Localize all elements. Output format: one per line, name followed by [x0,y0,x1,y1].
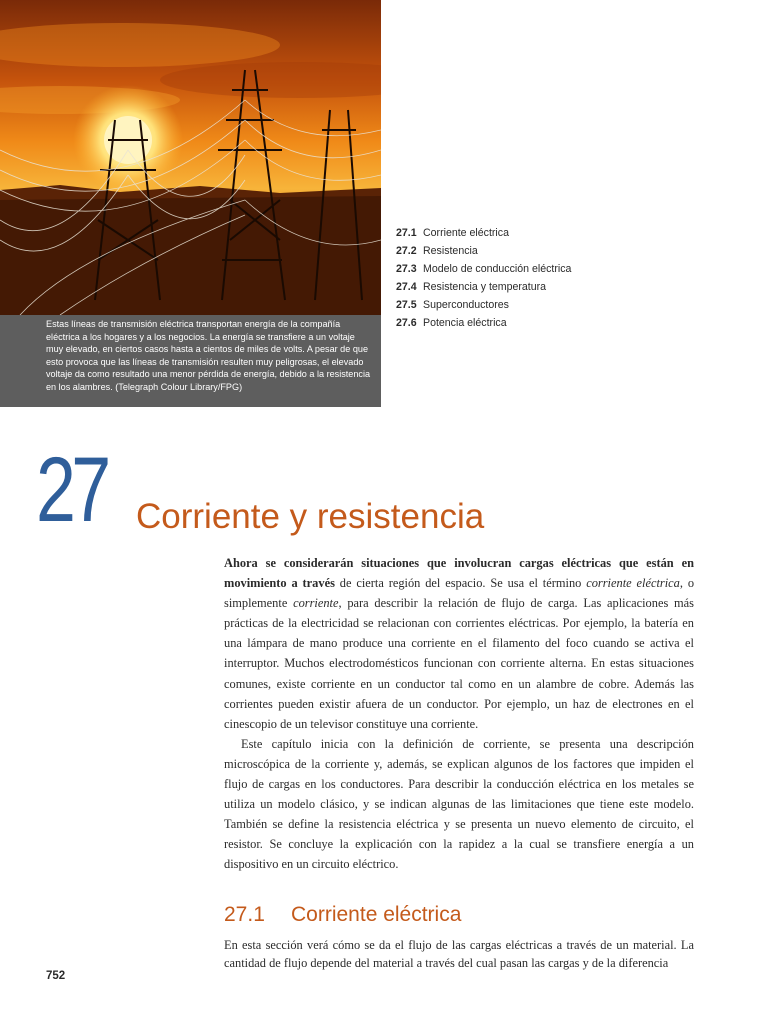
intro-paragraph [224,553,694,734]
toc-item [396,225,736,243]
section-number: 27.1 [224,903,265,926]
intro-text: , para describir la relación de flujo de carga. Las aplicaciones más prácticas de la electricidad se relacionan con corrientes eléctricas. Por ejemplo, la batería en una lámpara de mano produce una corriente en el filamento del foco cuando se activa el interruptor. Muchos electrodomésticos funcionan con corriente alterna. En estas situaciones comunes, existe corriente en un conductor tal como en un alambre de cobre. Además las corrientes pueden existir afuera de un conductor. Por ejemplo, un haz de electrones en el cinescopio de un televisor constituye una corriente. [224,596,694,731]
intro-text: de cierta región del espacio. Se usa el término [334,576,587,591]
intro-term: corriente eléctrica [586,576,680,591]
toc-item-label: Modelo de conducción eléctrica [423,263,572,275]
toc-item-number: 27.4 [396,281,417,293]
chapter-contents-list [396,225,736,333]
toc-item-number: 27.1 [396,227,417,239]
toc-item-number: 27.3 [396,263,417,275]
intro-paragraph: Este capítulo inicia con la definición de corriente, se presenta una descripción microscópica de la corriente y, además, se explican algunos de los factores que impiden el flujo de cargas en los conductores. Para describir la conducción eléctrica en los metales se utiliza un modelo clásico, y se indican algunas de las limitaciones que tiene este modelo. También se define la resistencia eléctrica y se presenta un nuevo elemento de circuito, el resistor. Se concluye la explicación con la rapidez a la cual se transfiere energía a un dispositivo en un circuito eléctrico. [224,736,694,872]
toc-item-label: Resistencia [423,245,478,257]
section-text: En esta sección verá cómo se da el flujo de las cargas eléctricas a través de un material. La cantidad de flujo depende del material a través del cual pasan las cargas y de la diferencia [224,938,694,970]
photo-caption [0,315,381,407]
toc-item-label: Corriente eléctrica [423,227,509,239]
toc-item [396,297,736,315]
toc-item-number: 27.2 [396,245,417,257]
intro-lead-text: Ahora se considerarán situaciones que involucran cargas eléctricas que están en movimiento a través [224,556,694,591]
photo-caption-text: Estas líneas de transmisión eléctrica transportan energía de la compañía eléctrica a los hogares y a los negocios. La energía se transfiere a un voltaje muy elevado, en ciertos casos hasta a cientos de miles de volts. A pesar de que esto provoca que las líneas de transmisión resulten muy peligrosas, el elevado voltaje da como resultado una menor pérdida de energía, debido a la resistencia en los alambres. (Telegraph Colour Library/FPG) [46,319,371,392]
chapter-intro [224,553,694,875]
toc-item-number: 27.6 [396,317,417,329]
toc-item-number: 27.5 [396,299,417,311]
section-title: Corriente eléctrica [291,903,462,926]
power-lines-sunset-image [0,0,381,315]
intro-text: , o simplemente [224,576,695,611]
intro-term: corriente [293,596,339,611]
toc-item-label: Resistencia y temperatura [423,281,547,293]
toc-item [396,243,736,261]
chapter-number: 27 [36,439,107,541]
page-number: 752 [46,970,66,982]
chapter-photo [0,0,381,315]
toc-item-label: Potencia eléctrica [423,317,507,329]
section-heading [224,900,461,930]
toc-item [396,261,736,279]
chapter-title: Corriente y resistencia [136,497,485,536]
toc-item-label: Superconductores [423,299,509,311]
toc-item [396,279,736,297]
toc-item [396,315,736,333]
